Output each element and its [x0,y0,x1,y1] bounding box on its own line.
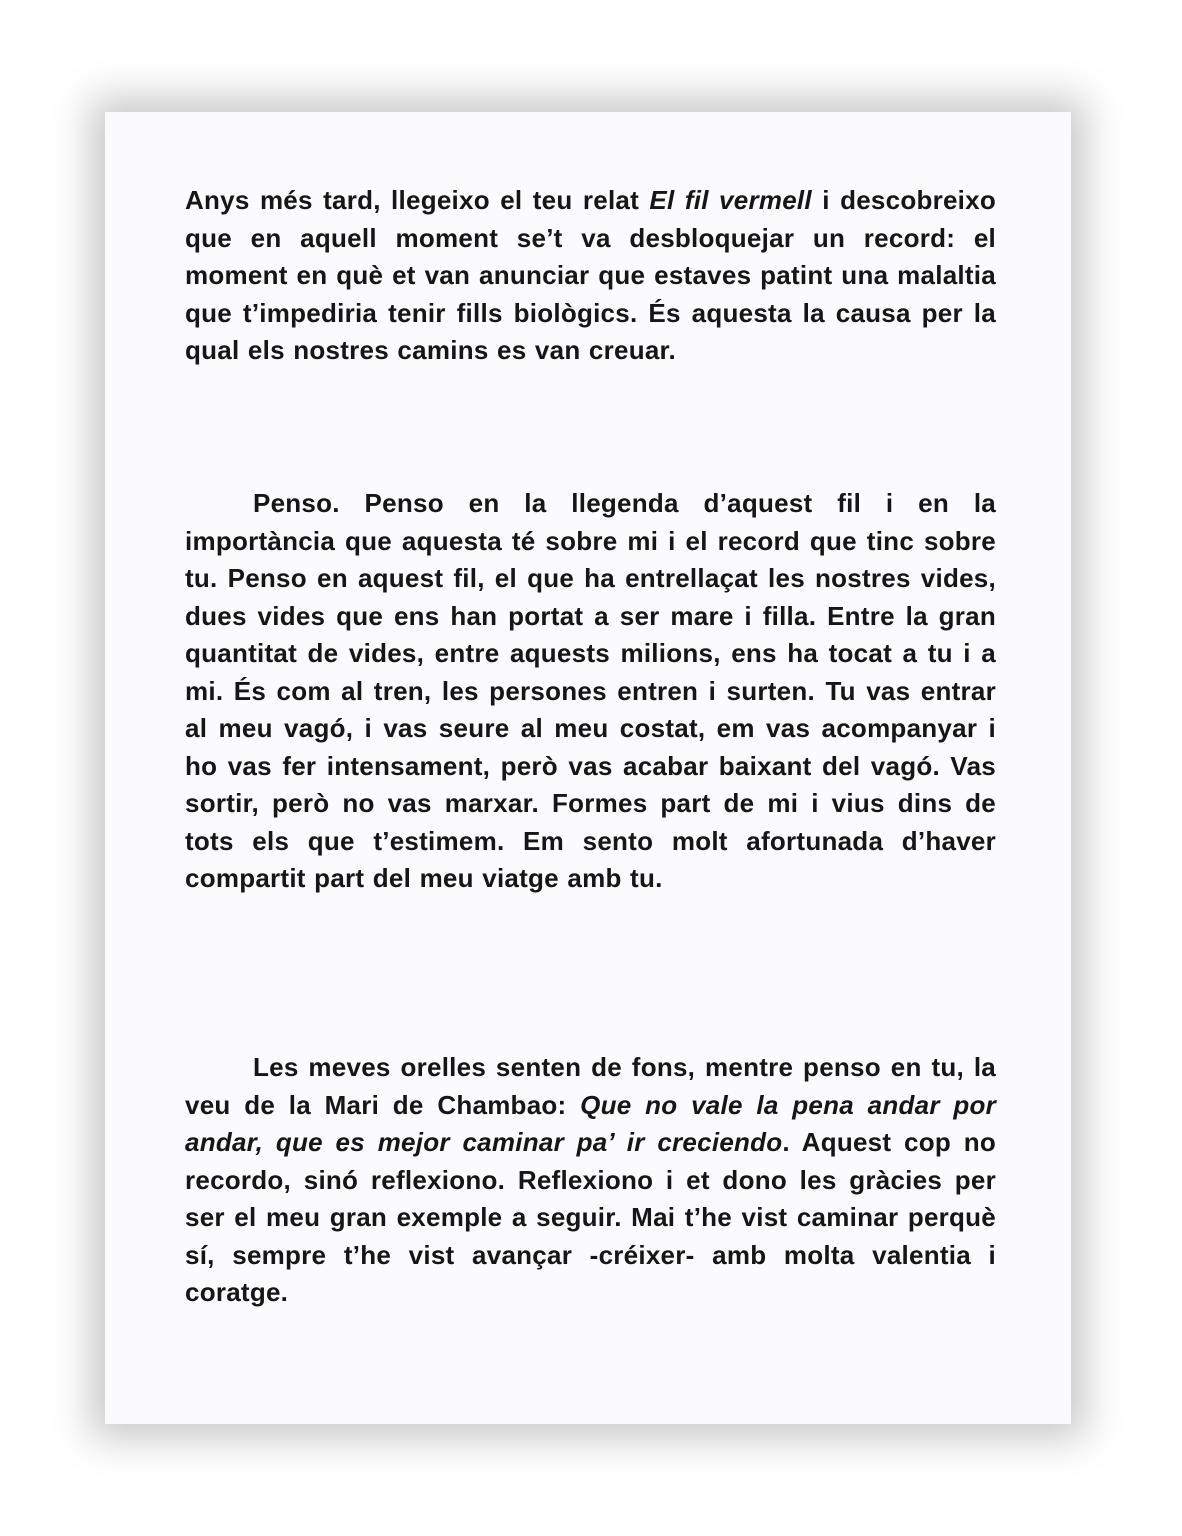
paragraph-1 [185,182,996,370]
paragraph-3-after: . Aquest cop no recordo, sinó reflexiono. Reflexiono i et dono les gràcies per ser el meu gran exemple a seguir. Mai t’he vist caminar perquè sí, sempre t’he vist avançar -créixer- amb molta valentia i coratge. [185,1127,996,1307]
paragraph-1-before: Anys més tard, llegeixo el teu relat [185,185,650,215]
paragraph-3-before: Les meves orelles senten de fons, mentre penso en tu, la veu de la Mari de Chambao: [185,1052,996,1120]
paragraph-1-after: i descobreixo que en aquell moment se’t va desbloquejar un record: el moment en què et van anunciar que estaves patint una malaltia que t’impediria tenir fills biològics. És aquesta la causa per la qual els nostres camins es van creuar. [185,185,996,365]
song-quote: Que no vale la pena andar por andar, que es mejor caminar pa’ ir creciendo [185,1089,997,1157]
paragraph-1-text [185,182,996,370]
paragraph-3-text [185,1049,996,1312]
paragraph-2 [185,485,996,898]
paragraph-3 [185,1049,996,1312]
paragraph-2-text: Penso. Penso en la llegenda d’aquest fil i en la importància que aquesta té sobre mi i el record que tinc sobre tu. Penso en aquest fil, el que ha entrellaçat les nostres vides, dues vides que ens han portat a ser mare i filla. Entre la gran quantitat de vides, entre aquests milions, ens ha tocat a tu i a mi. És com al tren, les persones entren i surten. Tu vas entrar al meu vagó, i vas seure al meu costat, em vas acompanyar i ho vas fer intensament, però vas acabar baixant del vagó. Vas sortir, però no vas marxar. Formes part de mi i vius dins de tots els que t’estimem. Em sento molt afortunada d’haver compartit part del meu viatge amb tu. [185,488,996,893]
story-title: El fil vermell [649,185,812,215]
document-page [105,112,1071,1424]
